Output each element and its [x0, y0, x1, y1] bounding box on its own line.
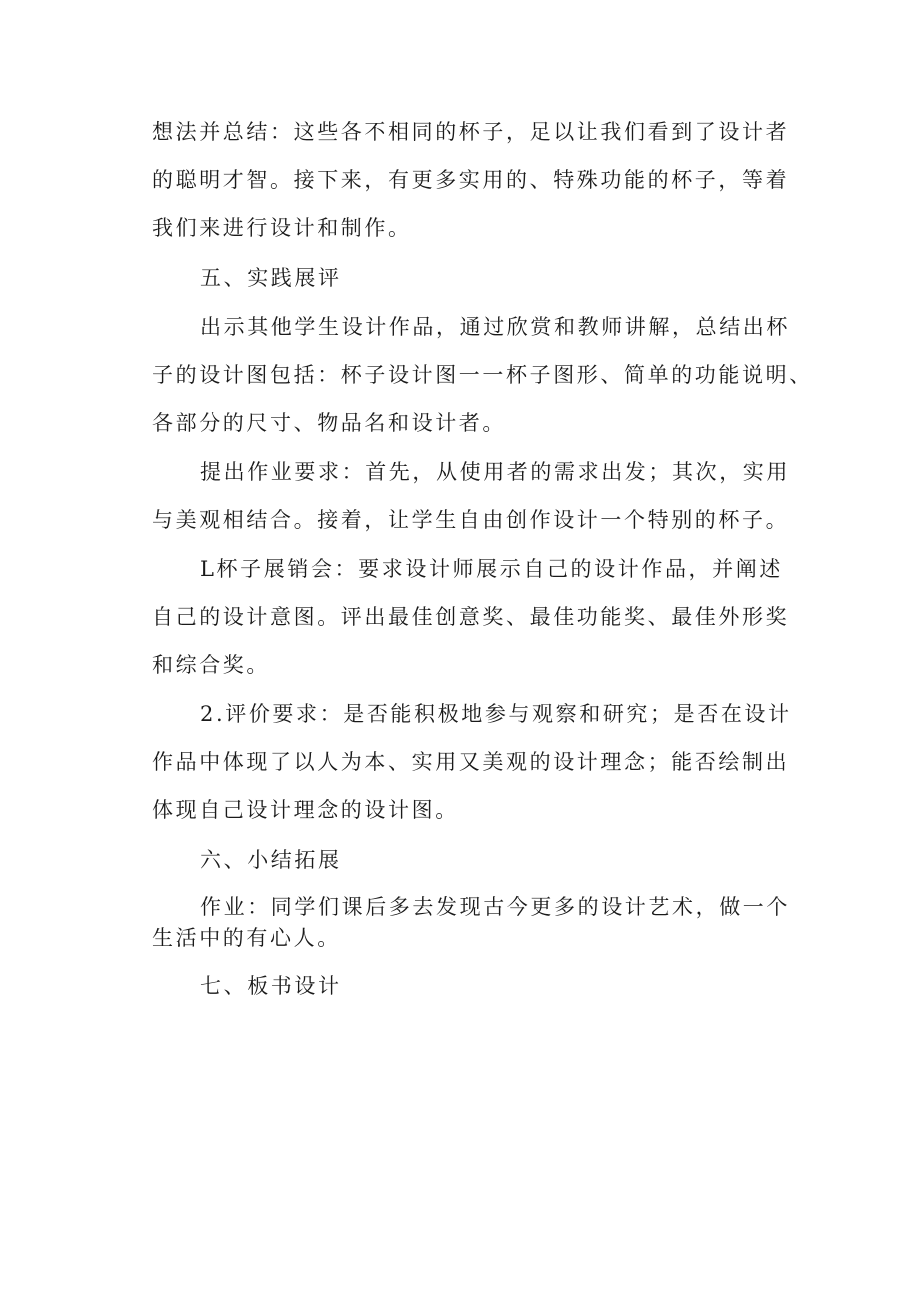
paragraph-line: 作业：同学们课后多去发现古今更多的设计艺术，做一个	[200, 895, 790, 919]
paragraph-line: 各部分的尺寸、物品名和设计者。	[152, 411, 506, 435]
paragraph-line: 出示其他学生设计作品，通过欣赏和教师讲解，总结出杯	[200, 315, 790, 339]
paragraph-line: 自己的设计意图。评出最佳创意奖、最佳功能奖、最佳外形奖	[152, 605, 790, 629]
paragraph-line: 生活中的有心人。	[152, 926, 341, 950]
paragraph-line: 作品中体现了以人为本、实用又美观的设计理念；能否绘制出	[152, 750, 790, 774]
paragraph-line: 提出作业要求：首先，从使用者的需求出发；其次，实用	[200, 460, 790, 484]
section-heading: 五、实践展评	[200, 266, 342, 290]
section-heading: 七、板书设计	[200, 974, 342, 998]
paragraph-line: 体现自己设计理念的设计图。	[152, 798, 459, 822]
paragraph-line: 子的设计图包括：杯子设计图一一杯子图形、简单的功能说明、	[152, 363, 813, 387]
paragraph-line: 与美观相结合。接着，让学生自由创作设计一个特别的杯子。	[152, 508, 790, 532]
paragraph-line: 和综合奖。	[152, 653, 270, 677]
paragraph-line: 我们来进行设计和制作。	[152, 216, 412, 240]
paragraph-line: 2.评价要求：是否能积极地参与观察和研究；是否在设计	[200, 702, 792, 726]
paragraph-line: 想法并总结：这些各不相同的杯子，足以让我们看到了设计者	[152, 120, 790, 144]
section-heading: 六、小结拓展	[200, 848, 342, 872]
paragraph-line: 的聪明才智。接下来，有更多实用的、特殊功能的杯子，等着	[152, 168, 790, 192]
paragraph-line: L杯子展销会：要求设计师展示自己的设计作品，并阐述	[200, 557, 783, 581]
